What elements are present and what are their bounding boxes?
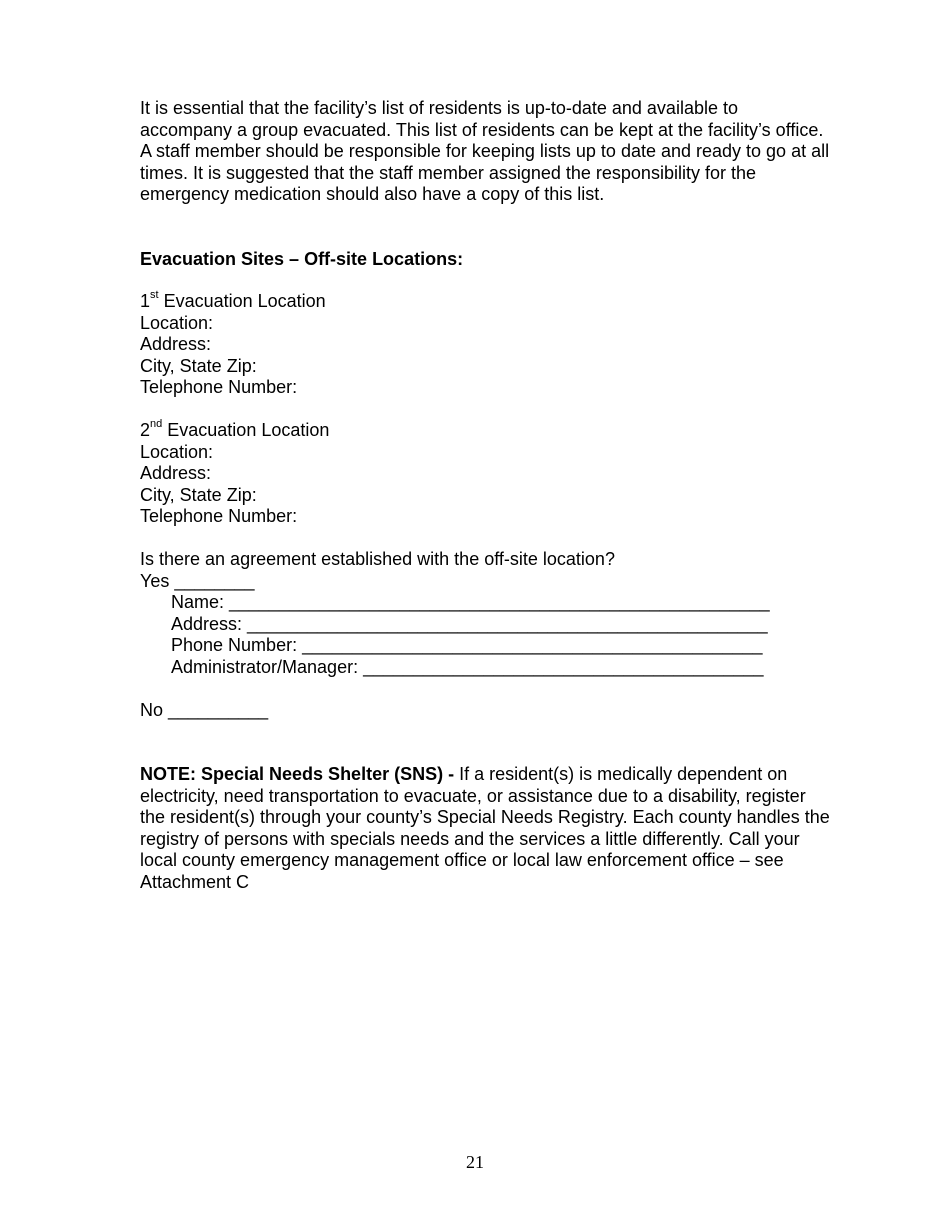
location-2-location-label: Location: [140,441,214,462]
location-2-number: 2 [140,420,151,440]
location-2-ordinal: nd [150,418,163,430]
location-2-phone-label: Telephone Number: [140,506,298,526]
name-field: Name: ______________________________________________________ [171,592,770,612]
location-1-phone-label: Telephone Number: [140,377,298,397]
location-2-city-label: City, State Zip: [140,484,257,505]
address-field: Address: ____________________________________________________ [171,613,768,634]
agreement-section [140,549,830,721]
sns-note [140,764,830,893]
evacuation-location-1 [140,291,830,399]
yes-field: Yes ________ [140,570,255,591]
location-2-title-text: Evacuation Location [162,420,330,440]
location-1-title-text: Evacuation Location [158,291,326,311]
evacuation-location-2 [140,420,830,528]
sns-note-label: NOTE: Special Needs Shelter (SNS) - [140,764,460,784]
agreement-question: Is there an agreement established with the off-site location? [140,549,615,569]
location-1-city-label: City, State Zip: [140,355,257,376]
location-1-address-label: Address: [140,334,212,354]
location-1-title [140,291,830,313]
phone-number-field: Phone Number: ______________________________________________ [171,635,763,655]
intro-paragraph: It is essential that the facility’s list of residents is up-to-date and available to accompany a group evacuated. This list of residents can be kept at the facility’s office. A staff member should be responsible for keeping lists up to date and ready to go at all times. It is suggested that the staff member assigned the responsibility for the emergency medication should also have a copy of this list. [140,98,830,204]
sns-note-text: If a resident(s) is medically dependent on electricity, need transportation to evacuate, or assistance due to a disability, register the resident(s) through your county’s Special Needs Registry. Each county handles the registry of persons with specials needs and the services a little differently. Call your local county emergency management office or local law enforcement office – see Attachment C [140,764,830,892]
location-1-ordinal: st [150,289,159,301]
no-field: No __________ [140,699,269,720]
location-2-title [140,420,830,442]
location-1-number: 1 [140,291,151,311]
document-page [140,98,830,893]
location-2-address-label: Address: [140,463,212,483]
administrator-manager-field: Administrator/Manager: ________________________________________ [171,656,764,677]
page-number: 21 [466,1152,484,1172]
section-heading: Evacuation Sites – Off-site Locations: [140,248,464,269]
location-1-location-label: Location: [140,312,214,333]
